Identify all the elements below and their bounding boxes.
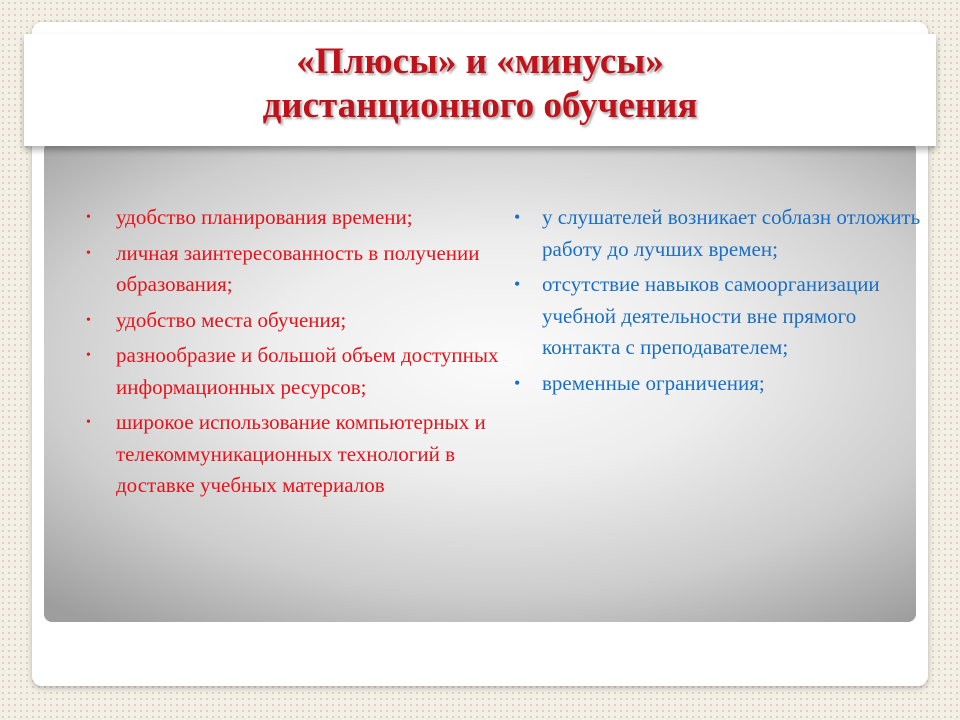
slide-title-line-1: «Плюсы» и «минусы» [296,41,664,82]
pros-list [86,202,506,506]
pros-item: • личная заинтересованность в получении образования; [86,238,506,301]
cons-item: • отсутствие навыков самоорганизации учебной деятельности вне прямого контакта с преподавателем; [512,269,922,364]
cons-list [512,202,922,403]
slide-title-line-2: дистанционного обучения [262,85,698,126]
pros-item: • широкое использование компьютерных и телекоммуникационных технологий в доставке учебных материалов [86,407,506,502]
cons-item: • временные ограничения; [512,368,922,400]
pros-item: • удобство места обучения; [86,305,506,337]
pros-item: • разнообразие и большой объем доступных информационных ресурсов; [86,340,506,403]
slide-title [24,40,936,128]
pros-item: • удобство планирования времени; [86,202,506,234]
cons-item: • у слушателей возникает соблазн отложить работу до лучших времен; [512,202,922,265]
